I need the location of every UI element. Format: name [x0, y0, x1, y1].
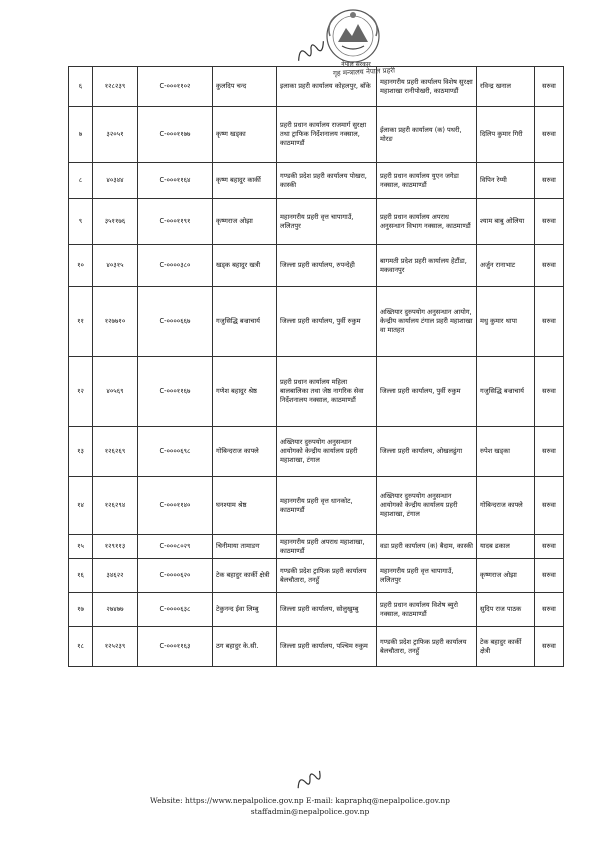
serial-number-cell: ६ — [69, 67, 93, 107]
employee-name-cell: गणेश बहादुर श्रेष्ठ — [213, 357, 277, 427]
current-office-cell: गण्डकी प्रदेश ट्राफिक प्रहरी कार्यालय बेलचौतारा, तनहुँ — [277, 559, 377, 593]
serial-number-cell: १० — [69, 245, 93, 287]
employee-name-cell: गजुसिद्धि बज्राचार्य — [213, 287, 277, 357]
footer-email-line: staffadmin@nepalpolice.gov.np — [250, 807, 370, 816]
substitute-name-cell: कृष्णराज ओझा — [477, 559, 535, 593]
table-row — [69, 427, 564, 477]
transfer-office-cell: प्रहरी प्रधान कार्यालय अपराध अनुसन्धान विभाग नक्साल, काठमाण्डौं — [377, 199, 477, 245]
remarks-cell: सरुवा — [535, 559, 564, 593]
substitute-name-cell: रुपेश खड्का — [477, 427, 535, 477]
transfer-office-cell: वडा प्रहरी कार्यालय (क) बैदाम, कास्की — [377, 535, 477, 559]
police-number-cell: १२५२३९ — [93, 627, 138, 667]
table-row — [69, 357, 564, 427]
table-row — [69, 559, 564, 593]
signature-bottom — [291, 765, 326, 794]
current-office-cell: महानगरीय प्रहरी अपराध महाशाखा, काठमाण्डौं — [277, 535, 377, 559]
transfer-office-cell: ईलाका प्रहरी कार्यालय (क) पथरी, मोरङ — [377, 107, 477, 163]
symbol-number-cell: C-०००११६७ — [138, 357, 213, 427]
transfer-office-cell: बागमती प्रदेश प्रहरी कार्यालय हेटौंडा, मकवानपुर — [377, 245, 477, 287]
page-footer — [0, 795, 600, 817]
table-row — [69, 287, 564, 357]
employee-name-cell: ठग बहादुर के.सी. — [213, 627, 277, 667]
table-row — [69, 107, 564, 163]
serial-number-cell: १५ — [69, 535, 93, 559]
police-number-cell: १२८२३९ — [93, 67, 138, 107]
substitute-name-cell: सुदिप राज पाठक — [477, 593, 535, 627]
table-row — [69, 199, 564, 245]
substitute-name-cell: विपिन रेग्मी — [477, 163, 535, 199]
remarks-cell: सरुवा — [535, 67, 564, 107]
current-office-cell: अख्तियार दुरुपयोग अनुसन्धान आयोगको केन्द्रीय कार्यालय प्रहरी महाशाखा, टंगाल — [277, 427, 377, 477]
symbol-number-cell: C-००००६३८ — [138, 593, 213, 627]
employee-name-cell: टेक बहादुर कार्की क्षेत्री — [213, 559, 277, 593]
current-office-cell: प्रहरी प्रधान कार्यालय महिला बालबालिका तथा जेष्ठ नागरिक सेवा निर्देशनालय नक्साल, काठमाण्डौं — [277, 357, 377, 427]
symbol-number-cell: C-०००११०२ — [138, 67, 213, 107]
table-row — [69, 535, 564, 559]
footer-contact-line: Website: https://www.nepalpolice.gov.np E-mail: kapraphq@nepalpolice.gov.np — [150, 796, 450, 805]
police-number-cell: ३२०५१ — [93, 107, 138, 163]
police-number-cell: १२६२६९ — [93, 427, 138, 477]
employee-name-cell: घनश्याम श्रेष्ठ — [213, 477, 277, 535]
transfer-office-cell: महानगरीय प्रहरी वृत्त चापागाउँ, ललितपुर — [377, 559, 477, 593]
substitute-name-cell: टेक बहादुर कार्की क्षेत्री — [477, 627, 535, 667]
substitute-name-cell: दिलिप कुमार गिरी — [477, 107, 535, 163]
police-number-cell: ३४६२२ — [93, 559, 138, 593]
substitute-name-cell: मधु कुमार थापा — [477, 287, 535, 357]
nepal-government-emblem — [322, 6, 384, 68]
employee-name-cell: कृष्णराज ओझा — [213, 199, 277, 245]
remarks-cell: सरुवा — [535, 477, 564, 535]
remarks-cell: सरुवा — [535, 593, 564, 627]
police-number-cell: १२९११३ — [93, 535, 138, 559]
remarks-cell: सरुवा — [535, 245, 564, 287]
employee-name-cell: कुलदिप चन्द — [213, 67, 277, 107]
employee-name-cell: टेकुनन्द ईवा लिम्बु — [213, 593, 277, 627]
symbol-number-cell: C-००००६६७ — [138, 287, 213, 357]
transfer-table — [68, 66, 564, 667]
current-office-cell: इलाका प्रहरी कार्यालय कोहलपुर, बाँके — [277, 67, 377, 107]
employee-name-cell: गोबिन्दराज काफ्ले — [213, 427, 277, 477]
employee-name-cell: चिनीमाया तामाङग — [213, 535, 277, 559]
serial-number-cell: १६ — [69, 559, 93, 593]
remarks-cell: सरुवा — [535, 357, 564, 427]
transfer-office-cell: अख्तियार दुरुपयोग अनुसन्धान आयोगको केन्द्रीय कार्यालय प्रहरी महाशाखा, टंगाल — [377, 477, 477, 535]
police-number-cell: ४०३४४ — [93, 163, 138, 199]
stamp-text-police: नेपाल प्रहरी — [365, 66, 396, 76]
transfer-table-body — [69, 67, 564, 667]
symbol-number-cell: C-०००११६४ — [138, 163, 213, 199]
transfer-office-cell: अख्तियार दुरुपयोग अनुसन्धान आयोग, केन्द्रीय कार्यालय टंगाल प्रहरी महाशाखा वा मातहत — [377, 287, 477, 357]
transfer-office-cell: प्रहरी प्रधान कार्यालय विशेष ब्युरो नक्साल, काठमाण्डौं — [377, 593, 477, 627]
substitute-name-cell: गोबिन्दराज काफ्ले — [477, 477, 535, 535]
table-row — [69, 627, 564, 667]
current-office-cell: प्रहरी प्रधान कार्यालय राजमार्ग सुरक्षा तथा ट्राफिक निर्देशनालय नक्साल, काठमाण्डौं — [277, 107, 377, 163]
serial-number-cell: ११ — [69, 287, 93, 357]
table-row — [69, 67, 564, 107]
police-number-cell: २७४७७ — [93, 593, 138, 627]
symbol-number-cell: C-०००११७७ — [138, 107, 213, 163]
current-office-cell: जिल्ला प्रहरी कार्यालय, पश्चिम रुकुम — [277, 627, 377, 667]
transfer-office-cell: गण्डकी प्रदेश ट्राफिक प्रहरी कार्यालय बेलचौतारा, तनहुँ — [377, 627, 477, 667]
serial-number-cell: १३ — [69, 427, 93, 477]
current-office-cell: जिल्ला प्रहरी कार्यालय, सोलुखुम्बु — [277, 593, 377, 627]
symbol-number-cell: C-०००११९१ — [138, 199, 213, 245]
remarks-cell: सरुवा — [535, 163, 564, 199]
emblem-caption: नेपाल सरकार — [341, 61, 371, 68]
serial-number-cell: ८ — [69, 163, 93, 199]
current-office-cell: जिल्ला प्रहरी कार्यालय, रुपन्देही — [277, 245, 377, 287]
police-number-cell: ४०३१५ — [93, 245, 138, 287]
remarks-cell: सरुवा — [535, 199, 564, 245]
remarks-cell: सरुवा — [535, 287, 564, 357]
symbol-number-cell: C-००००३८० — [138, 245, 213, 287]
serial-number-cell: १४ — [69, 477, 93, 535]
substitute-name-cell: श्याम बाबु ओलिया — [477, 199, 535, 245]
police-number-cell: ४०५६९ — [93, 357, 138, 427]
symbol-number-cell: C-०००११६३ — [138, 627, 213, 667]
remarks-cell: सरुवा — [535, 535, 564, 559]
serial-number-cell: १२ — [69, 357, 93, 427]
table-row — [69, 593, 564, 627]
serial-number-cell: ७ — [69, 107, 93, 163]
employee-name-cell: कृष्ण खड्का — [213, 107, 277, 163]
employee-name-cell: कृष्ण बहादुर कार्की — [213, 163, 277, 199]
remarks-cell: सरुवा — [535, 427, 564, 477]
current-office-cell: गण्डकी प्रदेश प्रहरी कार्यालय पोखरा, कास्की — [277, 163, 377, 199]
current-office-cell: जिल्ला प्रहरी कार्यालय, पुर्वी रुकुम — [277, 287, 377, 357]
transfer-office-cell: जिल्ला प्रहरी कार्यालय, पुर्वी रुकुम — [377, 357, 477, 427]
serial-number-cell: १७ — [69, 593, 93, 627]
substitute-name-cell: गजुसिद्धि बज्राचार्य — [477, 357, 535, 427]
current-office-cell: महानगरीय प्रहरी वृत्त धानकोट, काठमाण्डौं — [277, 477, 377, 535]
transfer-office-cell: प्रहरी प्रधान कार्यालय युएन जगेडा नक्साल, काठमाण्डौं — [377, 163, 477, 199]
substitute-name-cell: अर्जुन रानाभाट — [477, 245, 535, 287]
remarks-cell: सरुवा — [535, 107, 564, 163]
police-number-cell: १२७७१० — [93, 287, 138, 357]
serial-number-cell: १८ — [69, 627, 93, 667]
table-row — [69, 245, 564, 287]
table-row — [69, 477, 564, 535]
transfer-office-cell: महानगरीय प्रहरी कार्यालय विशेष सुरक्षा महाशाखा रानीपोखरी, काठमाण्डौं — [377, 67, 477, 107]
police-number-cell: ३५११७६ — [93, 199, 138, 245]
table-row — [69, 163, 564, 199]
employee-name-cell: खड्क बहादुर खत्री — [213, 245, 277, 287]
transfer-office-cell: जिल्ला प्रहरी कार्यालय, ओखलढुंगा — [377, 427, 477, 477]
symbol-number-cell: C-०००८०२९ — [138, 535, 213, 559]
stamp-text-ministry: गृह मन्त्रालय — [332, 68, 364, 78]
substitute-name-cell: यादब ढकाल — [477, 535, 535, 559]
current-office-cell: महानगरीय प्रहरी वृत्त चापागाउँ, ललितपुर — [277, 199, 377, 245]
serial-number-cell: ९ — [69, 199, 93, 245]
symbol-number-cell: C-००००६९८ — [138, 427, 213, 477]
symbol-number-cell: C-०००११४० — [138, 477, 213, 535]
remarks-cell: सरुवा — [535, 627, 564, 667]
symbol-number-cell: C-००००६२० — [138, 559, 213, 593]
police-number-cell: १२६२९४ — [93, 477, 138, 535]
substitute-name-cell: रविन्द्र खनाल — [477, 67, 535, 107]
